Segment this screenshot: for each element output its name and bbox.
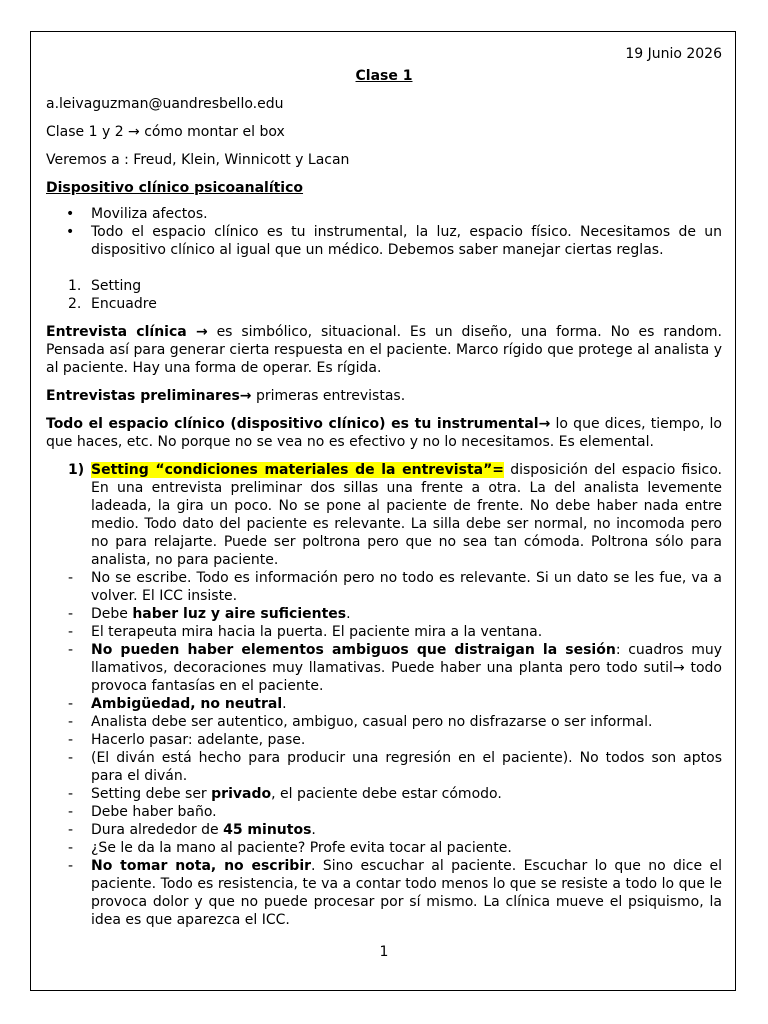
paragraph-text: lo que dices, tiempo, lo que haces, etc. No porque no se vea no es efectivo y no lo necesitamos. Es elemental. — [46, 416, 723, 450]
list-item — [46, 803, 722, 821]
dash-marker: - — [68, 570, 74, 586]
authors-line: Veremos a : Freud, Klein, Winnicott y Lacan — [46, 152, 350, 168]
item-text: No se escribe. Todo es información pero no todo es relevante. Si un dato se les fue, va a volver. El ICC insiste. — [91, 570, 722, 604]
dash-marker: - — [68, 858, 74, 874]
item-text: . — [346, 606, 351, 622]
dash-marker: - — [68, 804, 74, 820]
paragraph-preliminares — [46, 387, 722, 405]
paragraph-text: es simbólico, situacional. Es un diseño, una forma. No es random. Pensada así para generar cierta respuesta en el paciente. Marco rígido que protege al analista y al paciente. Hay una forma de operar. Es rígida. — [46, 324, 723, 376]
list-item-text: Moviliza afectos. — [91, 206, 208, 222]
class-topic-line: Clase 1 y 2 → cómo montar el box — [46, 124, 285, 140]
list-item — [46, 295, 722, 313]
numbered-list — [46, 277, 722, 313]
list-item — [46, 641, 722, 695]
list-item — [46, 785, 722, 803]
item-bold: haber luz y aire suficientes — [132, 606, 347, 622]
bullet-list — [46, 205, 722, 259]
paragraph-lead: Entrevistas preliminares→ — [46, 388, 252, 404]
dash-marker: - — [68, 642, 74, 658]
bullet-marker: • — [66, 206, 75, 222]
dash-marker: - — [68, 750, 74, 766]
highlighted-text: Setting “condiciones materiales de la entrevista”= — [91, 462, 505, 478]
list-item — [46, 223, 722, 259]
dash-marker: - — [68, 786, 74, 802]
dash-list — [46, 569, 722, 929]
dash-marker: - — [68, 840, 74, 856]
paragraph-lead: Todo el espacio clínico (dispositivo clínico) es tu instrumental→ — [46, 416, 551, 432]
list-item — [46, 731, 722, 749]
email-line: a.leivaguzman@uandresbello.edu — [46, 96, 284, 112]
section-heading: Dispositivo clínico psicoanalítico — [46, 180, 304, 196]
list-item — [46, 821, 722, 839]
item-text: Analista debe ser autentico, ambiguo, casual pero no disfrazarse o ser informal. — [91, 714, 653, 730]
list-item — [46, 205, 722, 223]
paragraph-instrumental — [46, 415, 722, 451]
setting-text: disposición del espacio fisico. En una entrevista preliminar dos sillas una frente a otra. La del analista levemente ladeada, la gira un poco. No se pone al paciente de frente. No debe haber nada entre medio. Todo dato del paciente es relevante. La silla debe ser normal, no incomoda pero no para relajarte. Puede ser poltrona pero que no sea tan cómoda. Poltrona sólo para analista, no para paciente. — [91, 462, 722, 568]
setting-item — [46, 461, 722, 569]
item-bold: No pueden haber elementos ambiguos que distraigan la sesión — [91, 642, 616, 658]
item-text: Dura alrededor de — [91, 822, 224, 838]
document-title: Clase 1 — [355, 68, 413, 84]
item-text: . — [311, 822, 316, 838]
dash-marker: - — [68, 732, 74, 748]
item-bold: Ambigüedad, no neutral — [91, 696, 283, 712]
item-text: (El diván está hecho para producir una regresión en el paciente). No todos son aptos para el diván. — [91, 750, 722, 784]
list-item-text: Todo el espacio clínico es tu instrumental, la luz, espacio físico. Necesitamos de un dispositivo clínico al igual que un médico. Debemos saber manejar ciertas reglas. — [91, 224, 722, 258]
list-item — [46, 623, 722, 641]
list-item-text: Encuadre — [91, 296, 157, 312]
dash-marker: - — [68, 822, 74, 838]
page-number: 1 — [379, 944, 389, 960]
dash-marker: - — [68, 696, 74, 712]
list-item — [46, 857, 722, 929]
document-page — [30, 31, 736, 991]
list-item — [46, 695, 722, 713]
list-item — [46, 839, 722, 857]
item-bold: 45 minutos — [223, 822, 312, 838]
list-item — [46, 569, 722, 605]
document-content — [46, 45, 722, 929]
list-item — [46, 749, 722, 785]
item-text: El terapeuta mira hacia la puerta. El paciente mira a la ventana. — [91, 624, 543, 640]
bullet-marker: • — [66, 224, 75, 240]
item-text: Debe haber baño. — [91, 804, 217, 820]
dash-marker: - — [68, 714, 74, 730]
paragraph-entrevista — [46, 323, 722, 377]
item-text: Debe — [91, 606, 133, 622]
item-text: . Sino escuchar al paciente. Escuchar lo que no dice el paciente. Todo es resistencia, te va a contar todo menos lo que se resiste a todo lo que le provoca dolor y que no puede procesar por sí mismo. La clínica mueve el psiquismo, la idea es que aparezca el ICC. — [91, 858, 722, 928]
list-item — [46, 713, 722, 731]
item-text: Setting debe ser — [91, 786, 212, 802]
list-item — [46, 277, 722, 295]
item-text: . — [282, 696, 287, 712]
item-bold: No tomar nota, no escribir — [91, 858, 312, 874]
item-text: Hacerlo pasar: adelante, pase. — [91, 732, 306, 748]
item-text: ¿Se le da la mano al paciente? Profe evita tocar al paciente. — [91, 840, 512, 856]
paragraph-text: primeras entrevistas. — [251, 388, 406, 404]
item-text: , el paciente debe estar cómodo. — [271, 786, 502, 802]
list-number: 2. — [68, 296, 82, 312]
item-bold: privado — [211, 786, 272, 802]
list-item — [46, 605, 722, 623]
list-item-text: Setting — [91, 278, 142, 294]
document-date: 19 Junio 2026 — [625, 46, 722, 62]
dash-marker: - — [68, 606, 74, 622]
list-number: 1) — [68, 462, 85, 478]
item-text: : cuadros muy llamativos, decoraciones muy llamativas. Puede haber una planta pero todo sutil→ todo provoca fantasías en el paciente. — [91, 642, 722, 694]
list-number: 1. — [68, 278, 82, 294]
paragraph-lead: Entrevista clínica → — [46, 324, 208, 340]
dash-marker: - — [68, 624, 74, 640]
